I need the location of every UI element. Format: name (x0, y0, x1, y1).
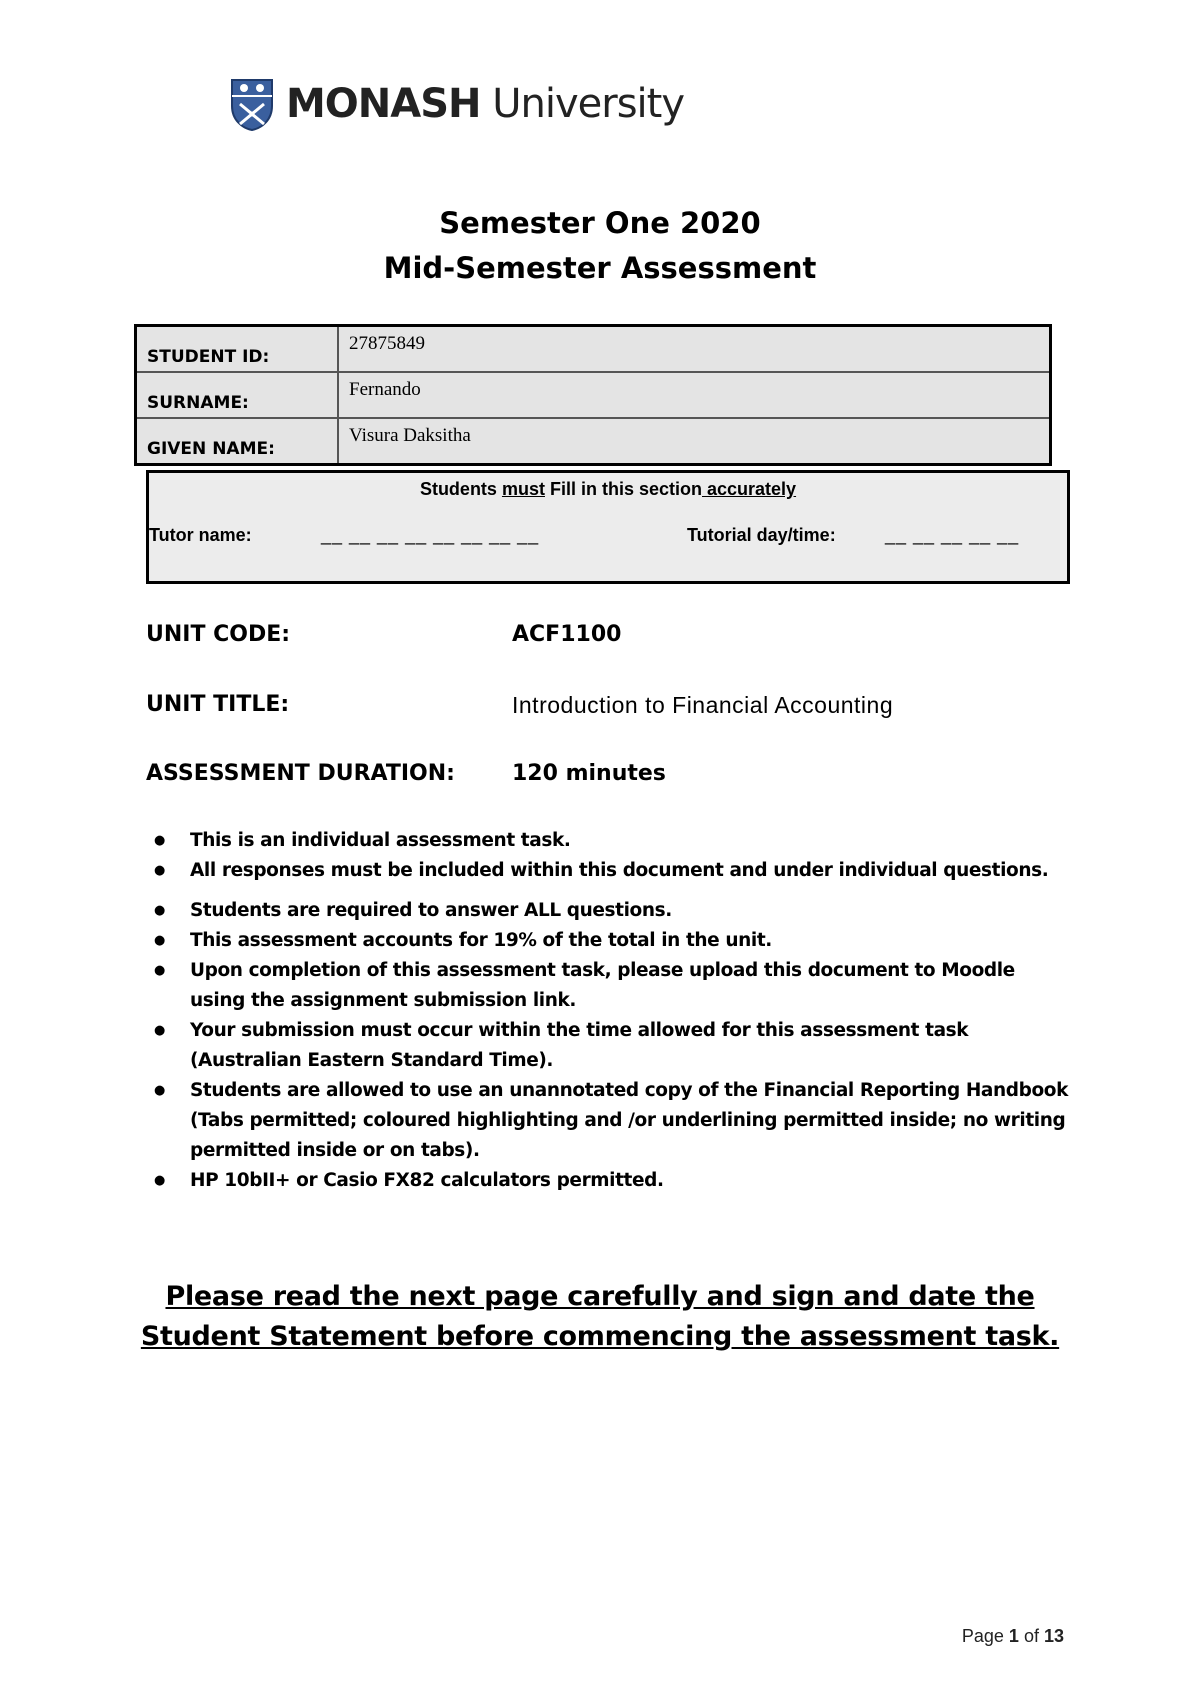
tutor-section-box (146, 470, 1070, 584)
assessment-title: Mid-Semester Assessment (383, 251, 817, 285)
student-id-field[interactable]: 27875849 (338, 326, 1051, 373)
tutorial-time-field[interactable]: __ __ __ __ __ (885, 525, 1020, 545)
unit-title-value: Introduction to Financial Accounting (512, 692, 894, 718)
page-number: Page 1 of 13 (961, 1626, 1064, 1646)
crest-icon (228, 76, 276, 132)
list-item: ● All responses must be included within this document and under individual questions. (148, 856, 1068, 886)
list-item: ● Upon completion of this assessment task, please upload this document to Moodle using the assignment submission link. (148, 956, 1068, 1016)
read-next-page-notice: Please read the next page carefully and sign and date the Student Statement before commencing the assessment task. (140, 1281, 1060, 1352)
assessment-rules-list (148, 826, 1068, 1196)
given-name-label: GIVEN NAME: (136, 418, 339, 465)
student-id-label: STUDENT ID: (136, 326, 339, 373)
monash-logo (228, 76, 684, 132)
table-row (136, 418, 1051, 465)
duration-value: 120 minutes (512, 761, 666, 786)
unit-code-label: UNIT CODE: (146, 622, 291, 647)
tutor-name-label: Tutor name: (149, 525, 252, 545)
logo-wordmark: MONASH University (286, 81, 685, 127)
list-item: ● Students are required to answer ALL questions. (148, 896, 1068, 926)
list-item: ● Your submission must occur within the time allowed for this assessment task (Australian Eastern Standard Time). (148, 1016, 1068, 1076)
tutor-name-field[interactable]: __ __ __ __ __ __ __ __ (321, 525, 540, 545)
unit-title-label: UNIT TITLE: (146, 692, 290, 717)
list-item: ● HP 10bII+ or Casio FX82 calculators permitted. (148, 1166, 1068, 1196)
list-item: ● Students are allowed to use an unannotated copy of the Financial Reporting Handbook (Tabs permitted; coloured highlighting and /or underlining permitted inside; no writing permitted inside or on tabs). (148, 1076, 1068, 1166)
surname-label: SURNAME: (136, 372, 339, 418)
unit-code-value: ACF1100 (512, 622, 622, 647)
surname-field[interactable]: Fernando (338, 372, 1051, 418)
section-heading: Students must Fill in this section accurately (419, 479, 797, 499)
table-row (136, 326, 1051, 373)
duration-label: ASSESSMENT DURATION: (146, 761, 455, 786)
semester-title: Semester One 2020 (439, 206, 761, 240)
student-details-table (134, 324, 1052, 466)
tutorial-time-label: Tutorial day/time: (687, 525, 836, 545)
table-row (136, 372, 1051, 418)
given-name-field[interactable]: Visura Daksitha (338, 418, 1051, 465)
list-item: ● This is an individual assessment task. (148, 826, 1068, 856)
list-item: ● This assessment accounts for 19% of the total in the unit. (148, 926, 1068, 956)
